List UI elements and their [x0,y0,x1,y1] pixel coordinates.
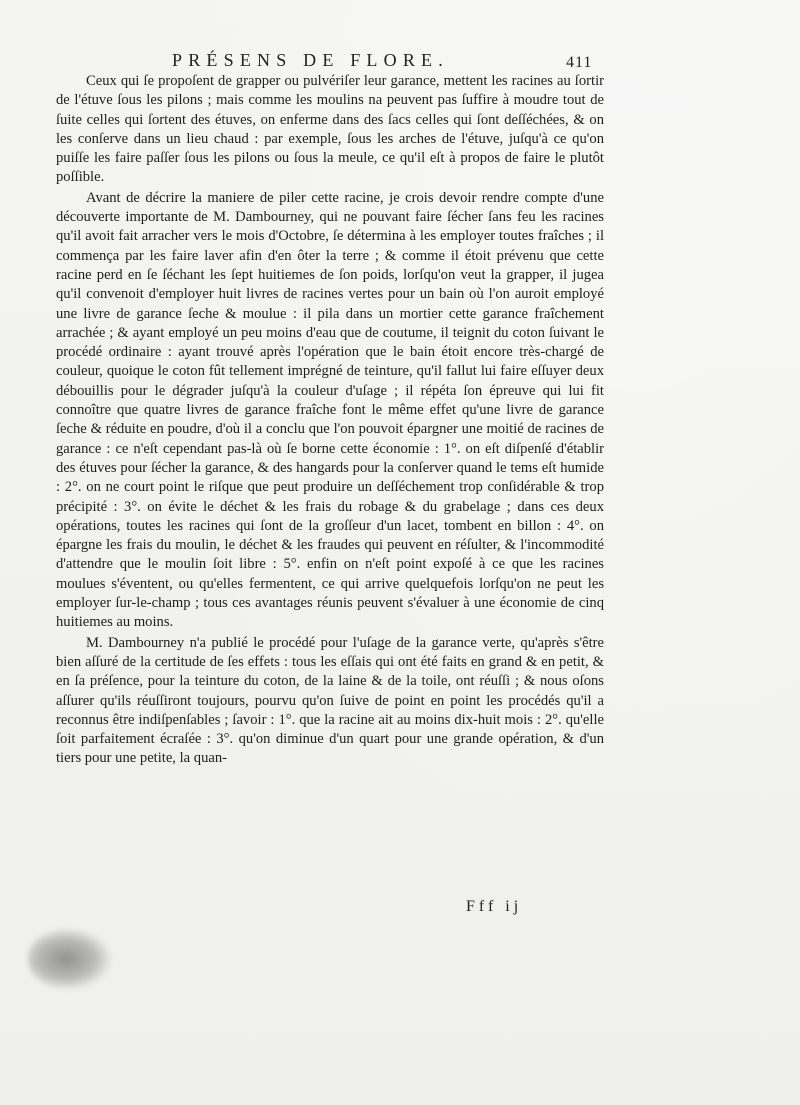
running-title: PRÉSENS DE FLORE. [172,50,449,70]
body-text [56,72,604,769]
page-header [0,50,800,74]
paragraph-green-madder: M. Dambourney n'a publié le procédé pour l'uſage de la garance verte, qu'après s'être bien aſſuré de la certitude de ſes effets : tous les eſſais qui ont été faits en grand & en petit, & en ſa préſence, pour la teinture du coton, de la laine & de la toile, ont réuſſi ; & nous oſons aſſurer qu'ils réuſſiront toujours, pourvu qu'on ſuive de point en point les procédés qu'il a reconnus être indiſpenſables ; ſavoir : 1°. que la racine ait au moins dix-huit mois : 2°. qu'elle ſoit parfaitement écraſée : 3°. qu'on diminue d'un quart pour une grande opération, & d'un tiers pour une petite, la quan- [56,634,604,767]
paragraph-dambourney-discovery: Avant de décrire la maniere de piler cette racine, je crois devoir rendre compte d'une découverte importante de M. Dambourney, qui ne pouvant faire ſécher ſans feu les racines qu'il avoit fait arracher vers le mois d'Octobre, ſe détermina à les employer toutes fraîches ; il commença par les faire laver afin d'en ôter la terre ; & comme il étoit prévenu que cette racine perd en ſe ſéchant les ſept huitiemes de ſon poids, lorſqu'on veut la grapper, il jugea qu'il convenoit d'employer huit livres de racines vertes pour un bain où l'on auroit employé une livre de garance ſeche & moulue : il pila dans un mortier cette garance fraîchement arrachée ; & ayant employé un peu moins d'eau que de coutume, il teignit du coton ſuivant le procédé ordinaire : ayant trouvé après l'opération que le bain étoit encore très-chargé de couleur, quoique le coton fût tellement imprégné de teinture, qu'il fallut lui faire eſſuyer deux débouillis pour le dégrader juſqu'à la couleur d'uſage ; il répéta ſon épreuve qui lui fit connoître que quatre livres de garance fraîche font le même effet qu'une livre de garance ſeche & réduite en poudre, d'où il a conclu que l'on pouvoit épargner une moitié de racines de garance : ce n'eſt cependant pas-là où ſe borne cette économie : 1°. on eſt diſpenſé d'établir des étuves pour ſécher la garance, & des hangards pour la conſerver quand le tems eſt humide : 2°. on ne court point le riſque que peut produire un deſſéchement trop conſidérable & trop précipité : 3°. on évite le déchet & les frais du robage & du grabelage ; dans ces deux opérations, toutes les racines qui ſont de la groſſeur d'un lacet, tombent en billon : 4°. on épargne les frais du moulin, le déchet & les fraudes qui peuvent en réſulter, & l'incommodité d'attendre que le moulin ſoit libre : 5°. enfin on n'eſt point expoſé à ce que les racines moulues s'éventent, ou qu'elles fermentent, ce qui arrive quelquefois lorſqu'on ne peut les employer ſur-le-champ ; tous ces avantages réunis peuvent s'évaluer à une économie de cinq huitiemes au moins. [56,189,604,631]
paragraph-grapping: Ceux qui ſe propoſent de grapper ou pulvériſer leur garance, mettent les racines au ſortir de l'étuve ſous les pilons ; mais comme les moulins na peuvent pas ſuffire à moudre tout de ſuite celles qui ſortent des étuves, on enferme dans des ſacs celles qui ſont deſſéchées, & on les conſerve dans un lieu chaud : par exemple, ſous les arches de l'étuve, juſqu'à ce qu'on puiſſe les faire paſſer ſous les pilons ou ſous la meule, ce qu'il eſt à propos de faire le plutôt poſſible. [56,73,604,186]
page-number: 411 [566,54,593,71]
signature-mark: Fff ij [466,898,523,915]
ink-stain [28,928,112,990]
